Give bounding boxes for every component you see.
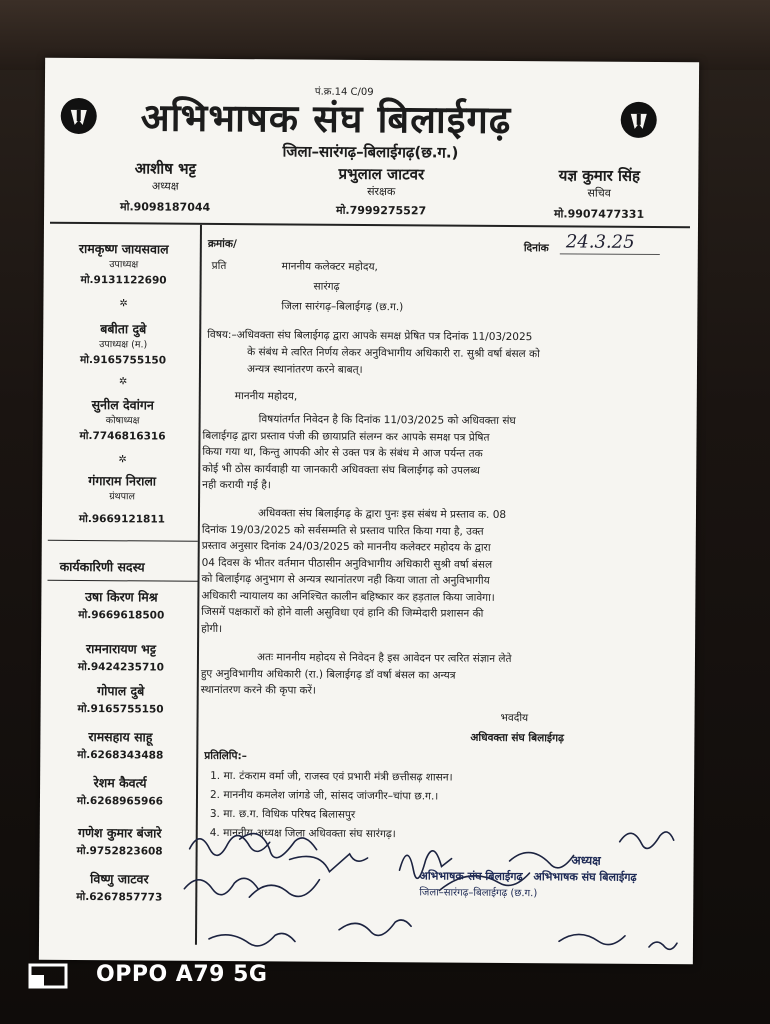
- sidebar-bearer: रामकृष्ण जायसवाल उपाध्यक्ष मो.9131122690: [78, 240, 169, 287]
- official-patron: प्रभुलाल जाटवर संरक्षक मो.7999275527: [335, 164, 427, 218]
- sidebar-rule: [48, 580, 198, 582]
- sidebar-bearer: सुनील देवांगन कोषाध्यक्ष मो.7746816316: [79, 397, 166, 443]
- addressee-line: जिला सारंगढ़–बिलाईगढ़ (छ.ग.): [281, 300, 404, 314]
- letterhead-title: अभिभाषक संघ बिलाईगढ़: [140, 95, 512, 142]
- header-divider: [50, 222, 690, 228]
- paragraph-1: विषयांतर्गत निवेदन है कि दिनांक 11/03/2025 को अधिवक्ता संघ बिलाईगढ़ द्वारा प्रस्ताव पंजी की छायाप्रति संलग्न कर आपके समक्ष पत्र प्रेषित किया गया था, किन्तु आपकी ओर से उक्त पत्र के संबंध मे आज पर्यन्त तक कोई भी ठोस कार्यवाही या जानकारी अधिवक्ता संघ बिलाईगढ़ को उपलब्ध नही करायी गई है।: [202, 413, 516, 492]
- cc-label: प्रतिलिपि:–: [204, 749, 247, 763]
- salutation: माननीय महोदय,: [234, 390, 298, 403]
- sender: अधिवक्ता संघ बिलाईगढ़: [470, 731, 564, 745]
- prati-label: प्रति: [211, 259, 227, 272]
- committee-member: रेशम कैवर्त्य मो.6268965966: [76, 775, 164, 808]
- stamp-line: अभिभाषक संघ बिलाईगढ़: [533, 870, 637, 884]
- kramank-label: क्रमांक/: [207, 237, 237, 251]
- subject-block: विषय:–अधिवक्ता संघ बिलाईगढ़ द्वारा आपके समक्ष प्रेषित पत्र दिनांक 11/03/2025 के संबंध मे त्वरित निर्णय लेकर अनुविभागीय अधिकारी रा. सुश्री वर्षा बंसल को अन्यत्र स्थानांतरण करने बाबत्।: [207, 328, 540, 376]
- stamp-line: जिला–सारंगढ़–बिलाईगढ़ (छ.ग.): [419, 887, 538, 900]
- official-secretary: यज्ञ कुमार सिंह सचिव मो.9907477331: [553, 166, 645, 221]
- committee-member: गोपाल दुबे मो.9165755150: [77, 683, 164, 716]
- committee-heading: कार्यकारिणी सदस्य: [59, 558, 145, 575]
- star-divider-icon: ✲: [119, 298, 128, 310]
- committee-member: विष्णु जाटवर मो.6267857773: [76, 871, 163, 904]
- sidebar-rule: [48, 540, 198, 542]
- date-underline: [560, 253, 660, 255]
- committee-member: उषा किरण मिश्र मो.9669618500: [78, 589, 165, 622]
- reference-number: पं.क्र.14 C/09: [314, 86, 374, 99]
- district-line: जिला–सारंगढ़–बिलाईगढ़(छ.ग.): [282, 142, 459, 162]
- committee-member: रामसहाय साहू मो.6268343488: [77, 729, 164, 762]
- camera-watermark-icon: [28, 963, 68, 989]
- addressee-line: सारंगढ़: [313, 280, 340, 293]
- date-label: दिनांक: [523, 242, 549, 255]
- paragraph-2: अधिवक्ता संघ बिलाईगढ़ के द्वारा पुनः इस संबंध मे प्रस्ताव क. 08 दिनांक 19/03/2025 को सर्वसम्मति से प्रस्ताव पारित किया गया है, उक्त प्रस्ताव अनुसार दिनांक 24/03/2025 को माननीय कलेक्टर महोदय के द्वारा 04 दिवस के भीतर वर्तमान पीठासीन अनुविभागीय अधिकारी सुश्री वर्षा बंसल को बिलाईगढ़ अनुभाग से अन्यत्र स्थानांतरण नही किया जाता तो अनुविभागीय अधिकारी न्यायालय का अनिश्चित कालीन बहिष्कार कर हड़ताल किया जावेगा। जिसमें पक्षकारों को होने वाली असुविधा एवं हानि की जिम्मेदारी प्रशासन की होगी।: [201, 507, 507, 635]
- star-divider-icon: ✲: [118, 376, 128, 388]
- letter-page: [39, 58, 699, 965]
- advocate-emblem-icon: [61, 98, 97, 134]
- addressee-line: माननीय कलेक्टर महोदय,: [281, 260, 378, 274]
- closing: भवदीय: [500, 711, 529, 725]
- sidebar-bearer: बबीता दुबे उपाध्यक्ष (म.) मो.9165755150: [79, 321, 167, 367]
- advocate-emblem-icon: [621, 102, 657, 138]
- stamp-line: अभिभाषक संघ बिलाईगढ़: [419, 869, 523, 884]
- sidebar-bearer: गंगाराम निराला ग्रंथपाल मो.9669121811: [78, 473, 165, 526]
- camera-watermark-text: OPPO A79 5G: [96, 962, 268, 987]
- star-divider-icon: ✲: [118, 454, 127, 466]
- cc-list: 1. मा. टंकराम वर्मा जी, राजस्व एवं प्रभारी मंत्री छत्तीसढ़ शासन। 2. माननीय कमलेश जांगडे जी, सांसद जांजगीर–चांपा छ.ग.। 3. मा. छ.ग. विधिक परिषद बिलासपुर 4. माननीय अध्यक्ष जिला अधिवक्ता संघ सारंगढ़।: [209, 769, 453, 841]
- official-president: आशीष भट्ट अध्यक्ष मो.9098187044: [119, 159, 211, 214]
- date-value: 24.3.25: [565, 231, 635, 253]
- committee-member: रामनारायण भट्ट मो.9424235710: [77, 641, 164, 674]
- stamp-president: अध्यक्ष: [571, 853, 601, 868]
- paragraph-3: अतः माननीय महोदय से निवेदन है इस आवेदन पर त्वरित संज्ञान लेते हुए अनुविभागीय अधिकारी (रा.) बिलाईगढ़ डॉ वर्षा बंसल का अन्यत्र स्थानांतरण करने की कृपा करें।: [200, 651, 512, 697]
- committee-member: गणेश कुमार बंजारे मो.9752823608: [76, 824, 163, 858]
